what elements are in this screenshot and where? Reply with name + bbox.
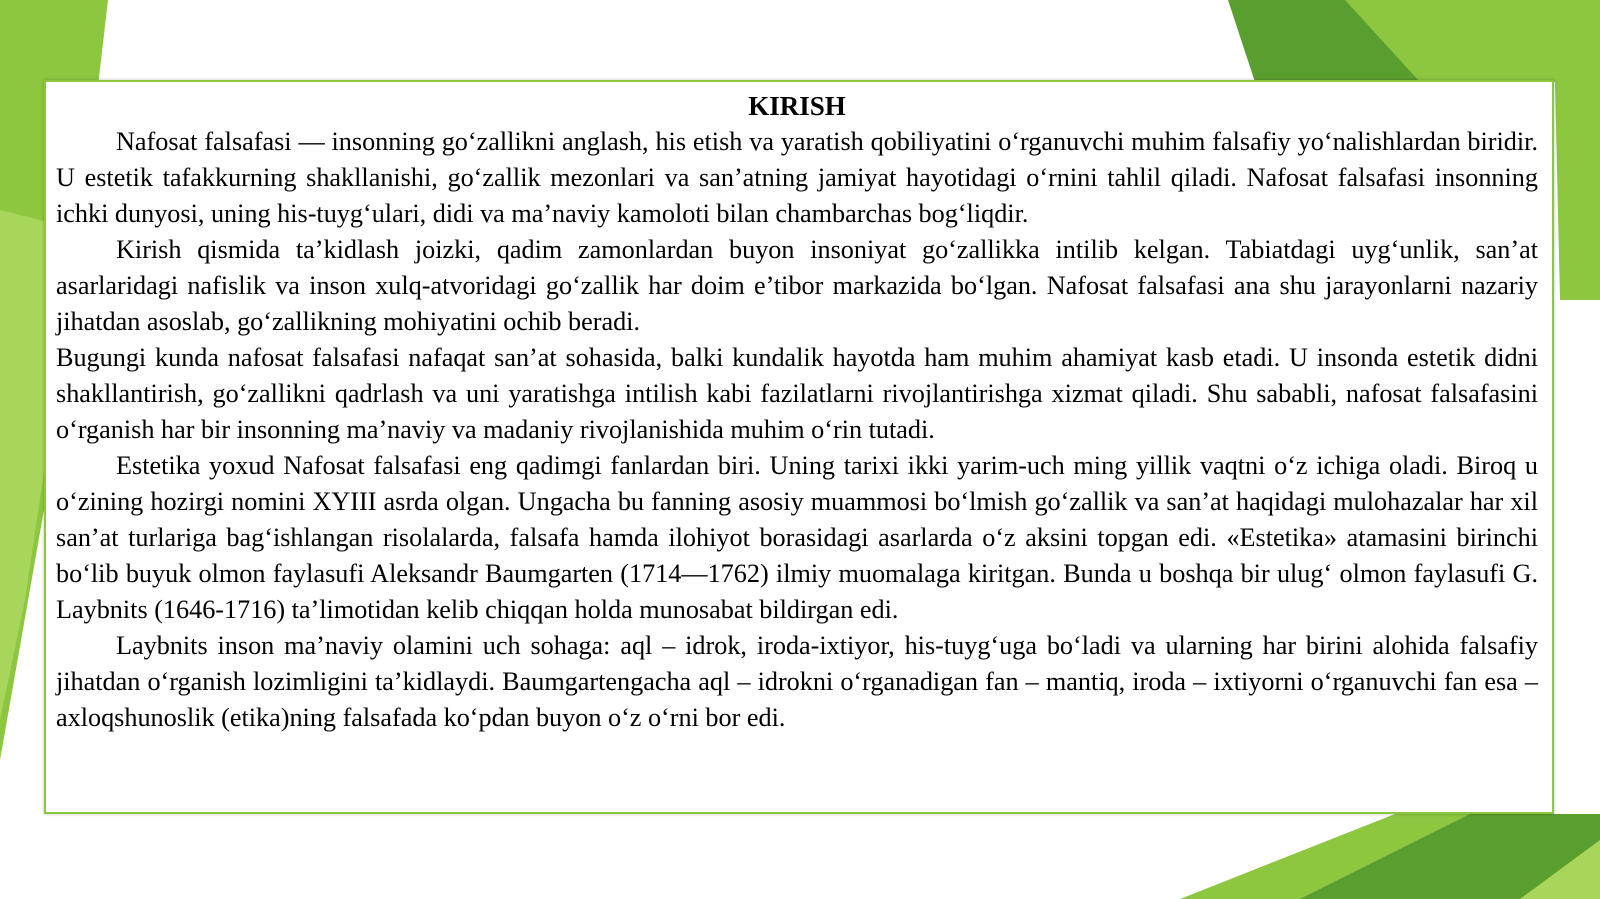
text-content-box <box>44 80 1554 814</box>
paragraph-5: Laybnits inson ma’naviy olamini uch sohaga: aql – idrok, iroda-ixtiyor, his-tuyg‘uga bo‘ladi va ularning har birini alohida falsafiy jihatdan o‘rganish lozimligini ta’kidlaydi. Baumgartengacha aql – idrokni o‘rganadigan fan – mantiq, iroda – ixtiyorni o‘rganuvchi fan esa – axloqshunoslik (etika)ning falsafada ko‘pdan buyon o‘z o‘rni bor edi. <box>56 631 1538 732</box>
paragraph-2: Kirish qismida ta’kidlash joizki, qadim zamonlardan buyon insoniyat go‘zallikka intilib kelgan. Tabiatdagi uyg‘unlik, san’at asarlaridagi nafislik va inson xulq-atvoridagi go‘zallik har doim e’tibor markazida bo‘lgan. Nafosat falsafasi ana shu jarayonlarni nazariy jihatdan asoslab, go‘zallikning mohiyatini ochib beradi. <box>56 235 1538 336</box>
paragraph-3: Bugungi kunda nafosat falsafasi nafaqat san’at sohasida, balki kundalik hayotda ham muhim ahamiyat kasb etadi. U insonda estetik didni shakllantirish, go‘zallikni qadrlash va uni yaratishga intilish kabi fazilatlarni rivojlantirishga xizmat qiladi. Shu sababli, nafosat falsafasini o‘rganish har bir insonning ma’naviy va madaniy rivojlanishida muhim o‘rin tutadi. <box>56 343 1538 444</box>
paragraph-1: Nafosat falsafasi — insonning go‘zallikni anglash, his etish va yaratish qobiliyatini o‘rganuvchi muhim falsafiy yo‘nalishlardan biridir. U estetik tafakkurning shakllanishi, go‘zallik mezonlari va san’atning jamiyat hayotidagi o‘rnini tahlil qiladi. Nafosat falsafasi insonning ichki dunyosi, uning his-tuyg‘ulari, didi va ma’naviy kamoloti bilan chambarchas bog‘liqdir. <box>56 127 1538 228</box>
paragraph-4: Estetika yoxud Nafosat falsafasi eng qadimgi fanlardan biri. Uning tarixi ikki yarim-uch ming yillik vaqtni o‘z ichiga oladi. Biroq u o‘zining hozirgi nomini XYIII asrda olgan. Ungacha bu fanning asosiy muammosi bo‘lmish go‘zallik va san’at haqidagi mulohazalar har xil san’at turlariga bag‘ishlangan risolalarda, falsafa hamda ilohiyot borasidagi asarlarda o‘z aksini topgan edi. «Estetika» atamasini birinchi bo‘lib buyuk olmon faylasufi Aleksandr Baumgarten (1714—1762) ilmiy muomalaga kiritgan. Bunda u boshqa bir ulug‘ olmon faylasufi G. Laybnits (1646-1716) ta’limotidan kelib chiqqan holda munosabat bildirgan edi. <box>56 451 1538 624</box>
slide-title: KIRISH <box>748 91 846 121</box>
right-green-strip <box>1555 82 1600 300</box>
